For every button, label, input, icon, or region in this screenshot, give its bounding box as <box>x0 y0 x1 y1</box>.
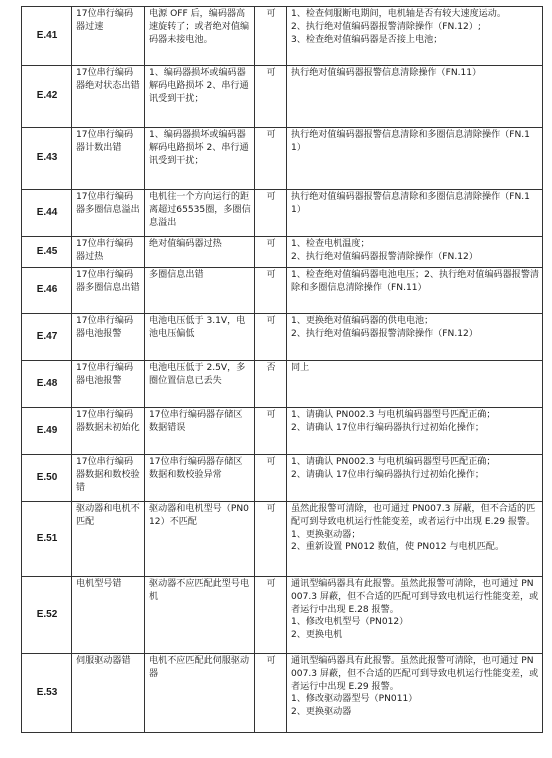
action-line: 通讯型编码器具有此报警。虽然此报警可清除，也可通过 PN007.3 屏蔽，但不合适的匹配可到导致电机运行性能变差，或者运行中出现 E.29 报警。 <box>291 656 539 692</box>
alarm-clearable: 可 <box>255 66 287 128</box>
action-line: 3、检查绝对值编码器是否接上电池； <box>291 34 443 45</box>
alarm-name: 17位串行编码器计数出错 <box>72 128 145 190</box>
action-line: 1、更换驱动器； <box>291 529 361 540</box>
action-line: 1、检查伺服断电期间，电机轴是否有较大速度运动。 <box>291 9 506 19</box>
alarm-action <box>287 237 543 268</box>
action-line: 同上 <box>291 363 310 373</box>
alarm-clearable: 可 <box>255 654 287 733</box>
action-line: 2、执行绝对值编码器报警清除操作（FN.12）; <box>291 21 481 32</box>
alarm-clearable: 可 <box>255 190 287 237</box>
alarm-cause: 驱动器不应匹配此型号电机 <box>145 577 255 654</box>
alarm-name: 17位串行编码器过热 <box>72 237 145 268</box>
alarm-name: 伺服驱动器错 <box>72 654 145 733</box>
action-line: 2、执行绝对值编码器报警清除操作（FN.12） <box>291 251 478 262</box>
action-line: 1、请确认 PN002.3 与电机编码器型号匹配正确； <box>291 410 496 420</box>
alarm-name: 17位串行编码器电池报警 <box>72 361 145 408</box>
alarm-action <box>287 408 543 455</box>
alarm-name: 17位串行编码器过速 <box>72 7 145 66</box>
alarm-action <box>287 66 543 128</box>
alarm-code: E.48 <box>22 361 72 408</box>
alarm-code: E.44 <box>22 190 72 237</box>
alarm-code-table <box>21 6 543 733</box>
table-row <box>22 455 543 502</box>
alarm-cause: 1、编码器损坏或编码器解码电路损坏 2、串行通讯受到干扰； <box>145 66 255 128</box>
alarm-cause: 电源 OFF 后，编码器高速旋转了；或者绝对值编码器未接电池。 <box>145 7 255 66</box>
alarm-name: 17位串行编码器多圈信息出错 <box>72 268 145 314</box>
alarm-name: 17位串行编码器数据未初始化 <box>72 408 145 455</box>
action-line: 1、检查绝对值编码器电池电压；2、执行绝对值编码器报警清除和多圈信息清除操作（FN.11） <box>291 270 540 293</box>
alarm-action <box>287 361 543 408</box>
table-row <box>22 128 543 190</box>
table-row <box>22 190 543 237</box>
action-line: 1、修改驱动器型号（PN011） <box>291 694 418 705</box>
table-row <box>22 268 543 314</box>
alarm-cause: 绝对值编码器过热 <box>145 237 255 268</box>
alarm-name: 17位串行编码器数据和数校验错 <box>72 455 145 502</box>
alarm-name: 17位串行编码器电池报警 <box>72 314 145 361</box>
alarm-action <box>287 455 543 502</box>
alarm-action <box>287 268 543 314</box>
alarm-cause: 电池电压低于 3.1V，电池电压偏低 <box>145 314 255 361</box>
action-line: 执行绝对值编码器报警信息清除操作（FN.11） <box>291 68 482 78</box>
table-row <box>22 237 543 268</box>
alarm-action <box>287 577 543 654</box>
alarm-code: E.46 <box>22 268 72 314</box>
action-line: 通讯型编码器具有此报警。虽然此报警可清除，也可通过 PN007.3 屏蔽，但不合适的匹配可到导致电机运行性能变差，或者运行中出现 E.28 报警。 <box>291 579 539 615</box>
table-row <box>22 408 543 455</box>
alarm-code: E.47 <box>22 314 72 361</box>
action-line: 执行绝对值编码器报警信息清除和多圈信息清除操作（FN.11） <box>291 192 530 215</box>
alarm-action <box>287 502 543 577</box>
alarm-cause: 17位串行编码器存储区数据和数校验异常 <box>145 455 255 502</box>
action-line: 1、更换绝对值编码器的供电电池； <box>291 316 434 326</box>
alarm-code: E.50 <box>22 455 72 502</box>
alarm-clearable: 否 <box>255 361 287 408</box>
alarm-name: 17位串行编码器绝对状态出错 <box>72 66 145 128</box>
alarm-name: 17位串行编码器多圈信息溢出 <box>72 190 145 237</box>
alarm-cause: 电机不应匹配此伺服驱动器 <box>145 654 255 733</box>
action-line: 虽然此报警可清除，也可通过 PN007.3 屏蔽，但不合适的匹配可到导致电机运行性能变差，或者运行中出现 E.29 报警。 <box>291 504 536 527</box>
alarm-clearable: 可 <box>255 268 287 314</box>
alarm-clearable: 可 <box>255 237 287 268</box>
alarm-code: E.41 <box>22 7 72 66</box>
alarm-action <box>287 190 543 237</box>
alarm-cause: 17位串行编码器存储区数据错误 <box>145 408 255 455</box>
alarm-clearable: 可 <box>255 314 287 361</box>
alarm-clearable: 可 <box>255 455 287 502</box>
alarm-cause: 1、编码器损坏或编码器解码电路损坏 2、串行通讯受到干扰； <box>145 128 255 190</box>
alarm-code: E.43 <box>22 128 72 190</box>
alarm-clearable: 可 <box>255 408 287 455</box>
alarm-action <box>287 314 543 361</box>
action-line: 2、执行绝对值编码器报警清除操作（FN.12） <box>291 328 478 339</box>
action-line: 2、请确认 17位串行编码器执行过初始化操作； <box>291 469 485 480</box>
alarm-cause: 电机往一个方向运行的距离超过65535圈，多圈信息溢出 <box>145 190 255 237</box>
table-row <box>22 314 543 361</box>
table-row <box>22 654 543 733</box>
alarm-cause: 电池电压低于 2.5V，多圈位置信息已丢失 <box>145 361 255 408</box>
alarm-action <box>287 7 543 66</box>
table-row <box>22 577 543 654</box>
alarm-clearable: 可 <box>255 128 287 190</box>
alarm-code: E.45 <box>22 237 72 268</box>
alarm-code: E.49 <box>22 408 72 455</box>
alarm-name: 驱动器和电机不匹配 <box>72 502 145 577</box>
action-line: 1、请确认 PN002.3 与电机编码器型号匹配正确； <box>291 457 496 467</box>
table-row <box>22 361 543 408</box>
alarm-cause: 多圈信息出错 <box>145 268 255 314</box>
action-line: 1、检查电机温度； <box>291 239 370 249</box>
action-line: 执行绝对值编码器报警信息清除和多圈信息清除操作（FN.11） <box>291 130 530 153</box>
action-line: 2、更换电机 <box>291 630 343 641</box>
alarm-cause: 驱动器和电机型号（PN012）不匹配 <box>145 502 255 577</box>
alarm-action <box>287 128 543 190</box>
action-line: 2、更换驱动器 <box>291 707 352 718</box>
alarm-code: E.52 <box>22 577 72 654</box>
action-line: 1、修改电机型号（PN012） <box>291 617 409 628</box>
alarm-code: E.51 <box>22 502 72 577</box>
alarm-clearable: 可 <box>255 502 287 577</box>
alarm-name: 电机型号错 <box>72 577 145 654</box>
table-row <box>22 66 543 128</box>
alarm-clearable: 可 <box>255 7 287 66</box>
action-line: 2、请确认 17位串行编码器执行过初始化操作； <box>291 422 485 433</box>
alarm-table-body <box>22 7 543 733</box>
alarm-code: E.53 <box>22 654 72 733</box>
action-line: 2、重新设置 PN012 数值，使 PN012 与电机匹配。 <box>291 542 505 553</box>
alarm-action <box>287 654 543 733</box>
table-row <box>22 502 543 577</box>
alarm-code: E.42 <box>22 66 72 128</box>
alarm-clearable: 可 <box>255 577 287 654</box>
table-row <box>22 7 543 66</box>
